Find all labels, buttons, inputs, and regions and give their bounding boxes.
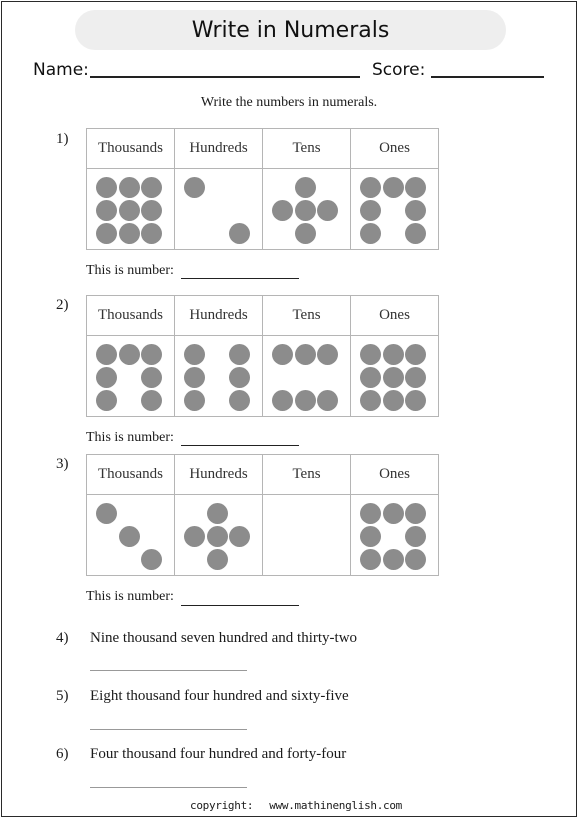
counting-dot xyxy=(229,390,250,411)
counting-dot xyxy=(360,367,381,388)
counting-dot xyxy=(119,200,140,221)
name-field[interactable] xyxy=(90,76,360,78)
counting-dot xyxy=(360,503,381,524)
answer-field[interactable] xyxy=(181,278,299,279)
place-value-table xyxy=(86,454,439,576)
answer-field[interactable] xyxy=(181,445,299,446)
ones-cell xyxy=(351,169,439,250)
counting-dot xyxy=(207,503,228,524)
counting-dot xyxy=(119,344,140,365)
tens-cell xyxy=(263,169,351,250)
counting-dot xyxy=(383,549,404,570)
counting-dot xyxy=(405,549,426,570)
column-header: Ones xyxy=(351,296,439,336)
counting-dot xyxy=(383,344,404,365)
counting-dot xyxy=(272,390,293,411)
column-header: Thousands xyxy=(87,296,175,336)
counting-dot xyxy=(141,549,162,570)
counting-dot xyxy=(383,503,404,524)
word-question-text: Eight thousand four hundred and sixty-five xyxy=(90,688,349,704)
tens-cell xyxy=(263,336,351,417)
counting-dot xyxy=(96,223,117,244)
counting-dot xyxy=(405,390,426,411)
counting-dot xyxy=(383,367,404,388)
counting-dot xyxy=(317,344,338,365)
thousands-cell xyxy=(87,495,175,576)
name-label: Name: xyxy=(33,60,89,80)
counting-dot xyxy=(141,367,162,388)
question-number: 1) xyxy=(56,131,69,147)
counting-dot xyxy=(405,223,426,244)
column-header: Hundreds xyxy=(175,455,263,495)
hundreds-cell xyxy=(175,495,263,576)
counting-dot xyxy=(360,200,381,221)
footer-copyright xyxy=(190,799,402,812)
counting-dot xyxy=(141,390,162,411)
ones-cell xyxy=(351,336,439,417)
counting-dot xyxy=(96,503,117,524)
question-number: 3) xyxy=(56,456,69,472)
counting-dot xyxy=(119,223,140,244)
counting-dot xyxy=(317,390,338,411)
counting-dot xyxy=(96,390,117,411)
counting-dot xyxy=(295,177,316,198)
counting-dot xyxy=(405,526,426,547)
answer-label: This is number: xyxy=(86,430,174,445)
hundreds-cell xyxy=(175,169,263,250)
word-question-text: Four thousand four hundred and forty-four xyxy=(90,746,347,762)
counting-dot xyxy=(360,223,381,244)
score-label: Score: xyxy=(372,60,426,80)
counting-dot xyxy=(295,390,316,411)
counting-dot xyxy=(360,177,381,198)
counting-dot xyxy=(272,200,293,221)
column-header: Thousands xyxy=(87,455,175,495)
place-value-table xyxy=(86,128,439,250)
counting-dot xyxy=(96,367,117,388)
counting-dot xyxy=(141,177,162,198)
word-question-text: Nine thousand seven hundred and thirty-two xyxy=(90,630,358,646)
copyright-label: copyright: xyxy=(190,799,254,812)
counting-dot xyxy=(184,390,205,411)
counting-dot xyxy=(184,344,205,365)
column-header: Thousands xyxy=(87,129,175,169)
counting-dot xyxy=(96,344,117,365)
hundreds-cell xyxy=(175,336,263,417)
column-header: Ones xyxy=(351,455,439,495)
counting-dot xyxy=(184,367,205,388)
thousands-cell xyxy=(87,336,175,417)
counting-dot xyxy=(317,200,338,221)
column-header: Hundreds xyxy=(175,296,263,336)
counting-dot xyxy=(272,344,293,365)
counting-dot xyxy=(141,344,162,365)
counting-dot xyxy=(405,344,426,365)
counting-dot xyxy=(295,200,316,221)
question-number: 4) xyxy=(56,630,69,646)
counting-dot xyxy=(360,344,381,365)
copyright-site: www.mathinenglish.com xyxy=(269,799,403,812)
counting-dot xyxy=(229,223,250,244)
thousands-cell xyxy=(87,169,175,250)
counting-dot xyxy=(383,177,404,198)
word-answer-field[interactable] xyxy=(90,729,247,730)
counting-dot xyxy=(360,390,381,411)
counting-dot xyxy=(229,344,250,365)
counting-dot xyxy=(383,390,404,411)
counting-dot xyxy=(119,177,140,198)
tens-cell xyxy=(263,495,351,576)
counting-dot xyxy=(405,367,426,388)
counting-dot xyxy=(360,526,381,547)
counting-dot xyxy=(295,223,316,244)
counting-dot xyxy=(405,177,426,198)
counting-dot xyxy=(184,177,205,198)
score-field[interactable] xyxy=(431,76,544,78)
counting-dot xyxy=(295,344,316,365)
ones-cell xyxy=(351,495,439,576)
page-title: Write in Numerals xyxy=(75,10,506,50)
counting-dot xyxy=(96,177,117,198)
instructions: Write the numbers in numerals. xyxy=(200,95,378,110)
question-number: 6) xyxy=(56,746,69,762)
counting-dot xyxy=(96,200,117,221)
word-answer-field[interactable] xyxy=(90,787,247,788)
column-header: Hundreds xyxy=(175,129,263,169)
counting-dot xyxy=(360,549,381,570)
counting-dot xyxy=(405,503,426,524)
counting-dot xyxy=(141,223,162,244)
counting-dot xyxy=(405,200,426,221)
question-number: 5) xyxy=(56,688,69,704)
column-header: Ones xyxy=(351,129,439,169)
answer-label: This is number: xyxy=(86,589,174,604)
counting-dot xyxy=(207,526,228,547)
place-value-table xyxy=(86,295,439,417)
counting-dot xyxy=(229,526,250,547)
column-header: Tens xyxy=(263,455,351,495)
word-answer-field[interactable] xyxy=(90,670,247,671)
counting-dot xyxy=(207,549,228,570)
answer-field[interactable] xyxy=(181,605,299,606)
counting-dot xyxy=(141,200,162,221)
counting-dot xyxy=(119,526,140,547)
question-number: 2) xyxy=(56,297,69,313)
column-header: Tens xyxy=(263,296,351,336)
counting-dot xyxy=(184,526,205,547)
column-header: Tens xyxy=(263,129,351,169)
answer-label: This is number: xyxy=(86,263,174,278)
counting-dot xyxy=(229,367,250,388)
